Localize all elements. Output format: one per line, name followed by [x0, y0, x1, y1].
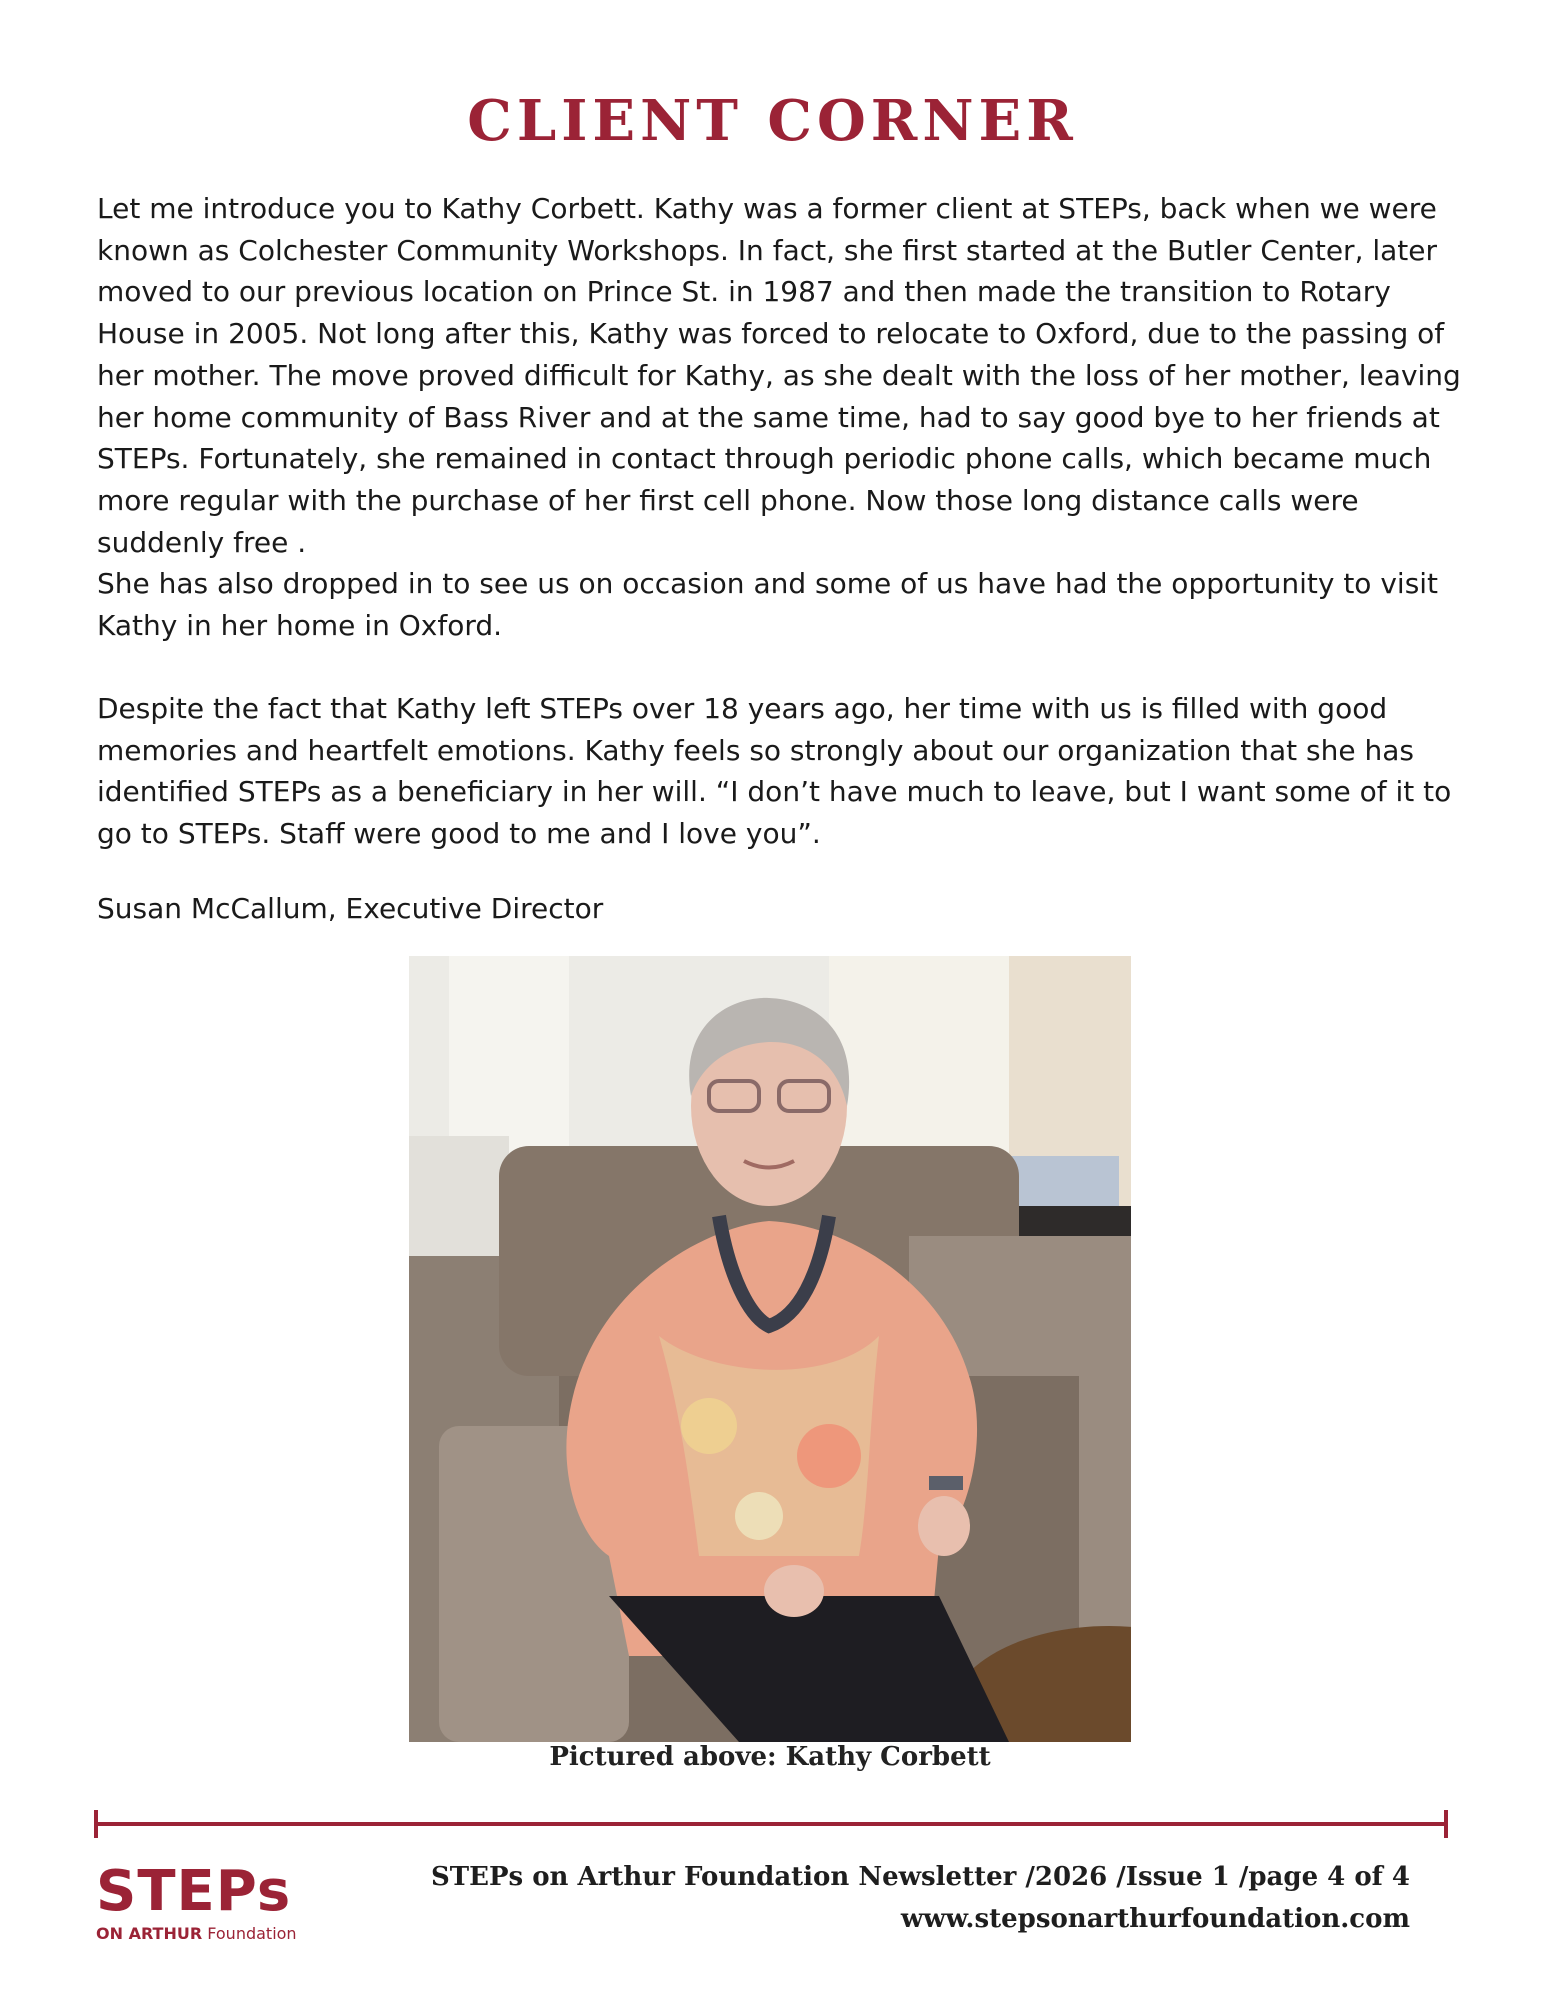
steps-logo [96, 1859, 336, 1943]
photo-illustration [409, 956, 1131, 1742]
footer-divider [96, 1822, 1446, 1826]
logo-subtitle-rest: Foundation [202, 1924, 297, 1943]
memories-paragraph [97, 688, 1467, 855]
photo-caption: Pictured above: Kathy Corbett [549, 1742, 991, 1772]
logo-subtitle-bold: ON ARTHUR [96, 1924, 203, 1943]
logo-wordmark: STEPs [96, 1859, 292, 1924]
footer-divider-left-cap [94, 1810, 98, 1838]
page-title: CLIENT CORNER [467, 88, 1078, 154]
signature: Susan McCallum, Executive Director [97, 892, 604, 925]
footer-newsletter-info: STEPs on Arthur Foundation Newsletter /2026 /Issue 1 /page 4 of 4 [431, 1862, 1410, 1892]
intro-paragraph [97, 188, 1467, 647]
logo-subtitle [96, 1924, 297, 1943]
kathy-photo [409, 956, 1131, 1742]
memories-text: Despite the fact that Kathy left STEPs over 18 years ago, her time with us is filled with good memories and heartfelt emotions. Kathy feels so strongly about our organization that she has identified STEPs as a beneficiary in her will. “I don’t have much to leave, but I want some of it to go to STEPs. Staff were good to me and I love you”. [97, 692, 1452, 851]
footer-divider-right-cap [1444, 1810, 1448, 1838]
footer-website-link[interactable]: www.stepsonarthurfoundation.com [900, 1904, 1410, 1934]
intro-text-continued: She has also dropped in to see us on occasion and some of us have had the opportunity to visit Kathy in her home in Oxford. [97, 567, 1439, 643]
intro-text: Let me introduce you to Kathy Corbett. Kathy was a former client at STEPs, back when we were known as Colchester Community Workshops. In fact, she first started at the Butler Center, later moved to our previous location on Prince St. in 1987 and then made the transition to Rotary House in 2005. Not long after this, Kathy was forced to relocate to Oxford, due to the passing of her mother. The move proved difficult for Kathy, as she dealt with the loss of her mother, leaving her home community of Bass River and at the same time, had to say good bye to her friends at STEPs. Fortunately, she remained in contact through periodic phone calls, which became much more regular with the purchase of her first cell phone. Now those long distance calls were suddenly free . [97, 192, 1461, 559]
